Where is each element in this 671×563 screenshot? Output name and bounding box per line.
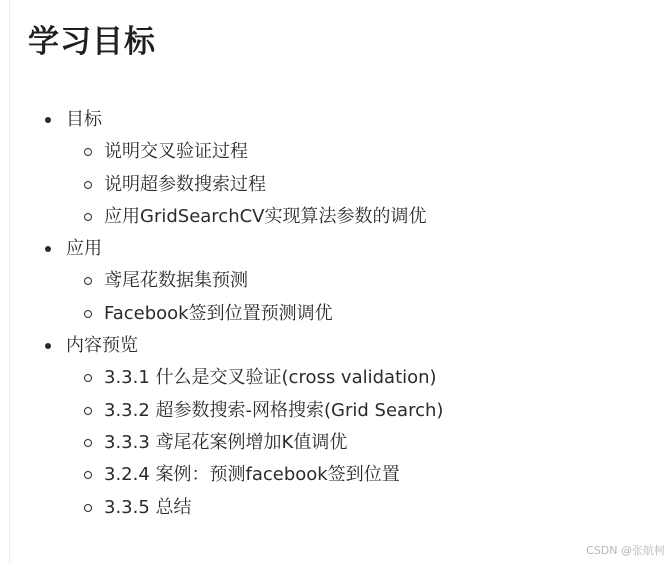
- list-item-text: 3.3.3 鸢尾花案例增加K值调优: [104, 431, 348, 453]
- list-item-text: 3.3.2 超参数搜索-网格搜索(Grid Search): [104, 399, 444, 421]
- left-border: [9, 0, 10, 563]
- page-title: 学习目标: [28, 24, 156, 60]
- section-goals: [40, 104, 660, 136]
- list-item-text: 说明交叉验证过程: [104, 141, 248, 163]
- list-item: [40, 395, 660, 427]
- list-item-text: Facebook签到位置预测调优: [104, 302, 333, 324]
- list-item: [40, 169, 660, 201]
- circle-bullet-icon: [84, 213, 92, 221]
- section-application: [40, 233, 660, 265]
- list-item: [40, 492, 660, 524]
- section-label: 目标: [66, 109, 102, 130]
- circle-bullet-icon: [84, 310, 92, 318]
- list-item: [40, 298, 660, 330]
- circle-bullet-icon: [84, 504, 92, 512]
- circle-bullet-icon: [84, 148, 92, 156]
- list-item: [40, 459, 660, 491]
- circle-bullet-icon: [84, 374, 92, 382]
- list-item-text: 3.3.5 总结: [104, 496, 192, 518]
- list-item-text: 3.3.1 什么是交叉验证(cross validation): [104, 367, 437, 389]
- disc-bullet-icon: [45, 343, 51, 349]
- list-item-text: 应用GridSearchCV实现算法参数的调优: [104, 205, 427, 227]
- section-label: 内容预览: [66, 335, 138, 357]
- circle-bullet-icon: [84, 471, 92, 479]
- list-item: [40, 427, 660, 459]
- list-item: [40, 136, 660, 168]
- circle-bullet-icon: [84, 181, 92, 189]
- objectives-list: [40, 104, 660, 524]
- list-item-text: 说明超参数搜索过程: [104, 173, 266, 195]
- list-item: [40, 362, 660, 394]
- section-label: 应用: [66, 238, 102, 260]
- list-item-text: 鸢尾花数据集预测: [104, 270, 248, 292]
- disc-bullet-icon: [45, 117, 51, 123]
- circle-bullet-icon: [84, 439, 92, 447]
- disc-bullet-icon: [45, 246, 51, 252]
- watermark: CSDN @张航柯: [586, 544, 665, 557]
- circle-bullet-icon: [84, 277, 92, 285]
- list-item-text: 3.2.4 案例：预测facebook签到位置: [104, 464, 400, 486]
- list-item: [40, 265, 660, 297]
- section-content-preview: [40, 330, 660, 362]
- circle-bullet-icon: [84, 407, 92, 415]
- list-item: [40, 201, 660, 233]
